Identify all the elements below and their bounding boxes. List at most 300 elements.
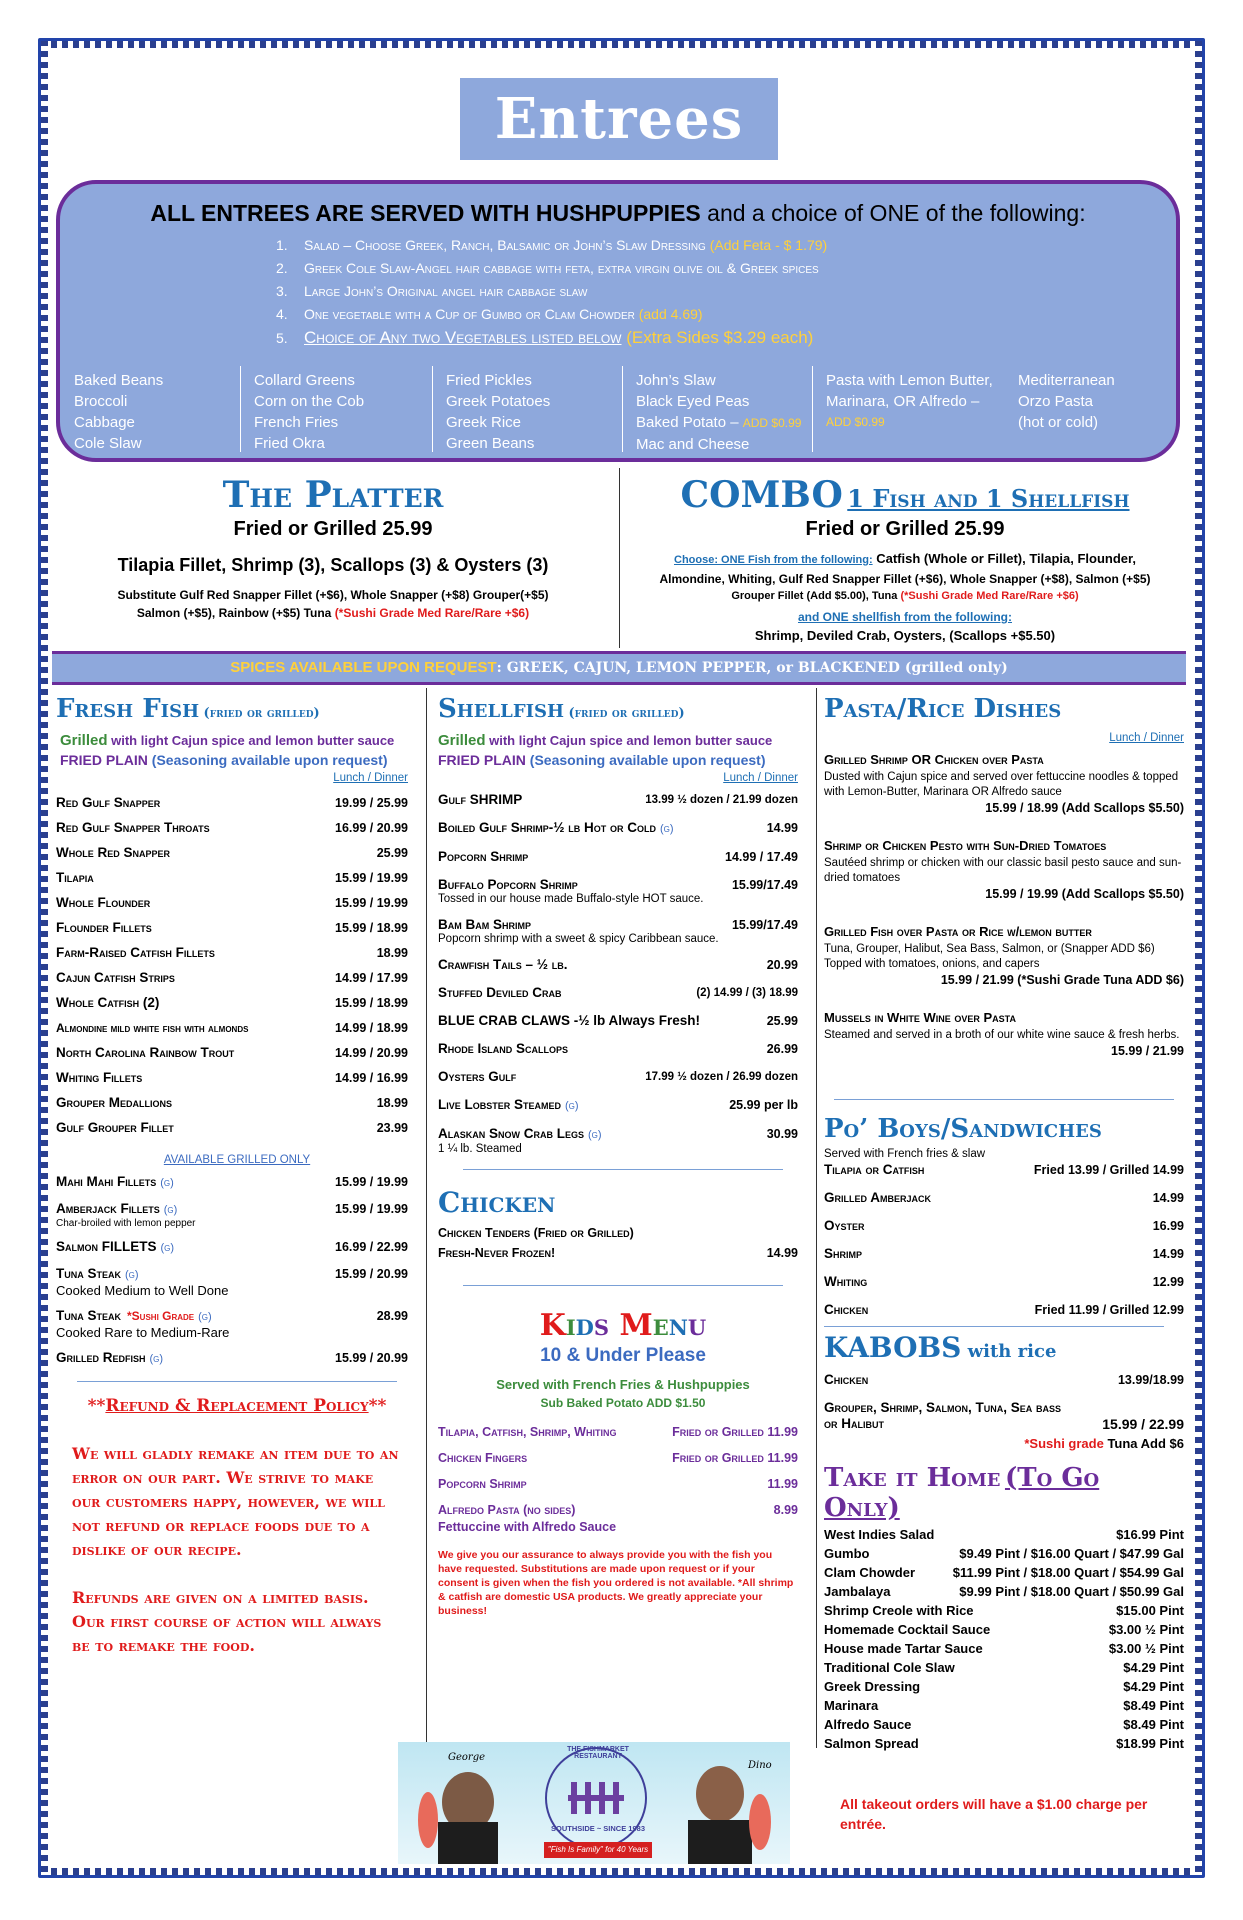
shellfish-row bbox=[438, 957, 798, 973]
shellfish-item bbox=[438, 1069, 798, 1085]
kids-title-letter: i bbox=[565, 1308, 576, 1343]
shellfish-desc: 1 ¼ lb. Steamed bbox=[438, 1143, 522, 1155]
takehome-name: Alfredo Sauce bbox=[824, 1717, 912, 1732]
grilled-name-text: Salmon FILLETS bbox=[56, 1239, 157, 1254]
grilled-list bbox=[56, 1174, 418, 1367]
shellfish-price: 14.99 bbox=[766, 821, 798, 835]
fish-column bbox=[56, 688, 418, 1748]
shellfish-price: 17.99 ½ dozen / 26.99 dozen bbox=[645, 1071, 798, 1083]
grilled-name bbox=[56, 1174, 174, 1191]
fish-item bbox=[56, 995, 408, 1011]
veg-col-3 bbox=[446, 370, 550, 454]
veg-item: Greek Potatoes bbox=[446, 393, 551, 410]
shellfish-name-text: Stuffed Deviled Crab bbox=[438, 985, 562, 1000]
grilled-g: (g) bbox=[125, 1269, 139, 1281]
fish-price: 15.99 / 18.99 bbox=[335, 996, 408, 1010]
kabob-note: *Sushi grade Tuna Add $6 bbox=[1024, 1436, 1184, 1451]
grilled-price: 15.99 / 20.99 bbox=[335, 1267, 408, 1281]
person-icon bbox=[688, 1820, 752, 1864]
shellfish-row bbox=[438, 1126, 798, 1143]
side-option-text: Choice of Any two Vegetables listed below bbox=[304, 328, 622, 347]
side-option-num: 5. bbox=[276, 330, 288, 346]
banner-name-right: Dino bbox=[748, 1760, 772, 1771]
takehome-price: $4.29 Pint bbox=[1123, 1679, 1184, 1694]
poboys-sub: Served with French fries & slaw bbox=[824, 1148, 986, 1160]
pasta-column bbox=[824, 688, 1184, 1832]
restaurant-banner bbox=[398, 1742, 790, 1864]
grilled-price: 16.99 / 22.99 bbox=[335, 1240, 408, 1254]
grilled-item bbox=[56, 1266, 408, 1298]
pasta-item bbox=[824, 838, 1184, 902]
side-option-text: One vegetable with a Cup of Gumbo or Clam Chowder bbox=[304, 306, 639, 322]
shellfish-item bbox=[438, 985, 798, 1001]
shellfish-g: (g) bbox=[565, 1100, 579, 1112]
takehome-price: $8.49 Pint bbox=[1123, 1717, 1184, 1732]
shellfish-item bbox=[438, 1041, 798, 1057]
fish-price: 15.99 / 19.99 bbox=[335, 871, 408, 885]
side-option bbox=[276, 303, 827, 326]
shellfish-name bbox=[438, 1126, 602, 1143]
assurance-note: We give you our assurance to always provide you with the fish you have requested. Substitutions are made upon request or if your consent is given when the fish you ordered is not available. *All shrimp & catfish are domestic USA products. We greatly appreciate your business! bbox=[438, 1549, 794, 1617]
pasta-name: Grilled Fish over Pasta or Rice w/lemon butter bbox=[824, 924, 1092, 939]
grilled-desc: Cooked Rare to Medium-Rare bbox=[56, 1325, 230, 1340]
shellfish-list bbox=[438, 792, 808, 1155]
shellfish-name bbox=[438, 877, 578, 893]
grilled-name-text: Tuna Steak bbox=[56, 1308, 121, 1323]
kids-title-letter: u bbox=[687, 1308, 707, 1343]
grilled-g: (g) bbox=[160, 1242, 175, 1254]
takehome-name: Clam Chowder bbox=[824, 1565, 916, 1580]
veg-item: Mediterranean bbox=[1018, 372, 1115, 389]
platter-title: The Platter bbox=[222, 474, 444, 516]
pasta-name: Grilled Shrimp OR Chicken over Pasta bbox=[824, 752, 1044, 767]
shellfish-name-text: Gulf SHRIMP bbox=[438, 792, 523, 807]
platter-sub: Salmon (+$5), Rainbow (+$5) Tuna (*Sushi Grade Med Rare/Rare +$6) bbox=[136, 606, 530, 620]
veg-item: (hot or cold) bbox=[1018, 414, 1099, 431]
takehome-price: $8.49 Pint bbox=[1123, 1698, 1184, 1713]
pasta-title: Pasta/Rice Dishes bbox=[824, 694, 1062, 724]
grilled-row bbox=[56, 1308, 408, 1325]
pasta-item bbox=[824, 1010, 1184, 1059]
fish-item bbox=[56, 1095, 408, 1111]
kids-title-letter: n bbox=[668, 1308, 688, 1343]
poboy-name: Tilapia or Catfish bbox=[824, 1162, 925, 1177]
grilled-item bbox=[56, 1350, 408, 1367]
fish-name: Flounder Fillets bbox=[56, 920, 152, 935]
takehome-price: $3.00 ½ Pint bbox=[1108, 1622, 1184, 1637]
chicken-item: Fresh-Never Frozen! bbox=[438, 1246, 556, 1260]
kids-name: Alfredo Pasta (no sides) bbox=[438, 1503, 576, 1517]
fish-price: 23.99 bbox=[376, 1121, 408, 1135]
shellfish-name bbox=[438, 917, 531, 933]
kids-price: 8.99 bbox=[773, 1503, 798, 1517]
poboy-price: 12.99 bbox=[1152, 1275, 1184, 1289]
shellfish-g: (g) bbox=[660, 823, 674, 835]
combo-shell-label: and ONE shellfish from the following: bbox=[797, 610, 1012, 624]
side-option-text: Greek Cole Slaw-Angel hair cabbage with feta, extra virgin olive oil & Greek spices bbox=[304, 260, 819, 276]
fish-item bbox=[56, 1020, 408, 1036]
takehome-name: House made Tartar Sauce bbox=[824, 1641, 983, 1656]
veg-item: Greek Rice bbox=[446, 414, 522, 431]
veg-divider bbox=[812, 366, 813, 452]
fish-name: Red Gulf Snapper Throats bbox=[56, 820, 210, 835]
shellfish-fried-note: FRIED PLAIN (Seasoning available upon request) bbox=[438, 752, 766, 768]
takehome-item bbox=[824, 1660, 1184, 1676]
shellfish-item bbox=[438, 917, 798, 945]
takehome-name: Salmon Spread bbox=[824, 1736, 919, 1751]
shellfish-price: 15.99/17.49 bbox=[731, 878, 798, 892]
pasta-list bbox=[824, 752, 1184, 1059]
shellfish-name-text: Rhode Island Scallops bbox=[438, 1041, 569, 1056]
policy-title: **Refund & Replacement Policy** bbox=[87, 1396, 387, 1416]
page-title: Entrees bbox=[460, 78, 778, 160]
grilled-name bbox=[56, 1350, 163, 1367]
fish-name: Whole Red Snapper bbox=[56, 845, 171, 860]
side-option-num: 1. bbox=[276, 237, 288, 253]
side-option-extra: (Add Feta - $ 1.79) bbox=[709, 237, 828, 253]
shellfish-name bbox=[438, 1041, 568, 1057]
poboy-item bbox=[824, 1274, 1184, 1290]
grilled-name-text: Mahi Mahi Fillets bbox=[56, 1174, 157, 1189]
fish-item bbox=[56, 1070, 408, 1086]
fish-item bbox=[56, 970, 408, 986]
poboy-item bbox=[824, 1302, 1184, 1318]
grilled-row bbox=[56, 1201, 408, 1218]
kids-name: Popcorn Shrimp bbox=[438, 1477, 527, 1491]
shellfish-price: 15.99/17.49 bbox=[731, 918, 798, 932]
shellfish-grilled-note: Grilled with light Cajun spice and lemon butter sauce bbox=[438, 732, 773, 749]
fish-grilled-note: Grilled with light Cajun spice and lemon butter sauce bbox=[60, 732, 395, 749]
grilled-row bbox=[56, 1239, 408, 1256]
takeout-note: All takeout orders will have a $1.00 charge per entrée. bbox=[840, 1796, 1148, 1832]
takehome-item bbox=[824, 1546, 1184, 1562]
kids-under: 10 & Under Please bbox=[540, 1345, 706, 1366]
fish-price: 14.99 / 18.99 bbox=[335, 1021, 408, 1035]
takehome-price: $15.00 Pint bbox=[1116, 1603, 1184, 1618]
fish-price: 14.99 / 20.99 bbox=[335, 1046, 408, 1060]
shellfish-name-text: BLUE CRAB CLAWS -½ lb Always Fresh! bbox=[438, 1013, 701, 1028]
poboy-item bbox=[824, 1218, 1184, 1234]
grilled-row bbox=[56, 1174, 408, 1191]
shellfish-name-text: Alaskan Snow Crab Legs bbox=[438, 1126, 584, 1141]
veg-item: Cabbage bbox=[74, 414, 135, 431]
grilled-only-label: AVAILABLE GRILLED ONLY bbox=[163, 1154, 311, 1166]
column-divider bbox=[816, 688, 817, 1748]
fish-price: 25.99 bbox=[376, 846, 408, 860]
side-option bbox=[276, 234, 827, 257]
grilled-name bbox=[56, 1308, 212, 1325]
platter-divider bbox=[619, 468, 620, 648]
grilled-item bbox=[56, 1201, 408, 1229]
takehome-price: $4.29 Pint bbox=[1123, 1660, 1184, 1675]
side-option bbox=[276, 257, 827, 280]
shellfish-price: 13.99 ½ dozen / 21.99 dozen bbox=[645, 794, 798, 806]
pasta-item bbox=[824, 752, 1184, 816]
platter-price: Fried or Grilled 25.99 bbox=[233, 518, 433, 540]
fish-price: 14.99 / 16.99 bbox=[335, 1071, 408, 1085]
poboy-name: Shrimp bbox=[824, 1246, 863, 1261]
fish-logo-icon bbox=[568, 1782, 624, 1814]
takehome-item bbox=[824, 1641, 1184, 1657]
fish-price: 16.99 / 20.99 bbox=[335, 821, 408, 835]
shellfish-row bbox=[438, 1097, 798, 1114]
combo-section bbox=[622, 468, 1188, 648]
shellfish-name bbox=[438, 792, 522, 808]
fish-price: 18.99 bbox=[376, 946, 408, 960]
grilled-desc: Cooked Medium to Well Done bbox=[56, 1283, 229, 1298]
fish-price: 14.99 / 17.99 bbox=[335, 971, 408, 985]
veg-col-1 bbox=[74, 370, 163, 454]
fish-price: 15.99 / 19.99 bbox=[335, 896, 408, 910]
veg-item: Baked Beans bbox=[74, 372, 164, 389]
grilled-name-text: Amberjack Fillets bbox=[56, 1201, 160, 1216]
shellfish-title: Shellfish (fried or grilled) bbox=[438, 694, 685, 724]
kids-title-letter: M bbox=[619, 1308, 653, 1343]
takehome-item bbox=[824, 1736, 1184, 1752]
fish-item bbox=[56, 870, 408, 886]
poboys-title: Po’ Boys/Sandwiches bbox=[824, 1114, 1102, 1144]
takehome-price: $16.99 Pint bbox=[1116, 1527, 1184, 1542]
fish-name: Whiting Fillets bbox=[56, 1070, 143, 1085]
takehome-title: Take it Home (To Go Only) bbox=[824, 1463, 1100, 1523]
kids-title-letter: e bbox=[652, 1308, 669, 1343]
kabob-price: 15.99 / 22.99 bbox=[1102, 1416, 1184, 1432]
person-icon bbox=[438, 1822, 498, 1864]
poboy-price: Fried 13.99 / Grilled 14.99 bbox=[1033, 1163, 1184, 1177]
shellfish-item bbox=[438, 1097, 798, 1114]
shellfish-g: (g) bbox=[588, 1129, 602, 1141]
grilled-price: 15.99 / 20.99 bbox=[335, 1351, 408, 1365]
fish-title: Fresh Fish (fried or grilled) bbox=[56, 694, 320, 724]
poboy-item bbox=[824, 1162, 1184, 1178]
kids-title bbox=[438, 1308, 808, 1343]
shellfish-item bbox=[438, 957, 798, 973]
sides-options bbox=[276, 234, 827, 350]
fish-name: Cajun Catfish Strips bbox=[56, 970, 175, 985]
pasta-price: 15.99 / 19.99 (Add Scallops $5.50) bbox=[985, 887, 1184, 901]
kids-item bbox=[438, 1476, 798, 1492]
shellfish-item bbox=[438, 1013, 798, 1029]
combo-line: Grouper Fillet (Add $5.00), Tuna (*Sushi Grade Med Rare/Rare +$6) bbox=[731, 590, 1079, 602]
takehome-price: $3.00 ½ Pint bbox=[1108, 1641, 1184, 1656]
shellfish-price: 26.99 bbox=[766, 1042, 798, 1056]
grilled-desc: Char-broiled with lemon pepper bbox=[56, 1218, 196, 1229]
grilled-name-text: Grilled Redfish bbox=[56, 1350, 146, 1365]
fish-name: North Carolina Rainbow Trout bbox=[56, 1045, 235, 1060]
fish-item bbox=[56, 795, 408, 811]
shellfish-desc: Tossed in our house made Buffalo-style HOT sauce. bbox=[438, 893, 704, 905]
fish-item bbox=[56, 820, 408, 836]
fish-price: 18.99 bbox=[376, 1096, 408, 1110]
pasta-desc: Tuna, Grouper, Halibut, Sea Bass, Salmon, or (Snapper ADD $6) Topped with tomatoes, onions, and capers bbox=[824, 943, 1155, 970]
shellfish-row bbox=[438, 792, 798, 808]
poboys-list bbox=[824, 1162, 1184, 1318]
side-option-num: 2. bbox=[276, 260, 288, 276]
grilled-g: (g) bbox=[163, 1204, 178, 1216]
takehome-name: Traditional Cole Slaw bbox=[824, 1660, 955, 1675]
shellfish-item bbox=[438, 877, 798, 905]
combo-price: Fried or Grilled 25.99 bbox=[805, 518, 1005, 540]
combo-line: Almondine, Whiting, Gulf Red Snapper Fillet (+$6), Whole Snapper (+$8), Salmon (+$5) bbox=[659, 572, 1151, 586]
shellfish-price: 25.99 bbox=[766, 1014, 798, 1028]
takehome-price: $9.99 Pint / $18.00 Quart / $50.99 Gal bbox=[959, 1584, 1184, 1599]
shellfish-row bbox=[438, 917, 798, 933]
kids-title-letter: K bbox=[539, 1308, 566, 1343]
shellfish-name-text: Bam Bam Shrimp bbox=[438, 917, 531, 932]
shellfish-item bbox=[438, 1126, 798, 1155]
shellfish-row bbox=[438, 849, 798, 865]
kabob-item: Grouper, Shrimp, Salmon, Tuna, Sea bass or Halibut bbox=[824, 1400, 1062, 1431]
grilled-item bbox=[56, 1174, 408, 1191]
fish-item bbox=[56, 1045, 408, 1061]
fish-item bbox=[56, 920, 408, 936]
combo-shell-text: Shrimp, Deviled Crab, Oysters, (Scallops +$5.50) bbox=[754, 628, 1056, 643]
shellfish-name bbox=[438, 1069, 516, 1085]
kids-name: Tilapia, Catfish, Shrimp, Whiting bbox=[438, 1425, 617, 1439]
shellfish-name bbox=[438, 1013, 700, 1029]
takehome-name: Gumbo bbox=[824, 1546, 870, 1561]
takehome-name: West Indies Salad bbox=[824, 1527, 935, 1542]
poboy-name: Chicken bbox=[824, 1302, 869, 1317]
grilled-item bbox=[56, 1239, 408, 1256]
fish-name: Red Gulf Snapper bbox=[56, 795, 161, 810]
shellfish-price: 30.99 bbox=[766, 1127, 798, 1141]
fish-name: Whole Catfish (2) bbox=[56, 995, 160, 1010]
fish-item bbox=[56, 845, 408, 861]
takehome-item bbox=[824, 1603, 1184, 1619]
kids-title-letter: s bbox=[593, 1308, 610, 1343]
grilled-item bbox=[56, 1308, 408, 1340]
takehome-item bbox=[824, 1565, 1184, 1581]
kids-item bbox=[438, 1502, 798, 1518]
veg-divider bbox=[240, 366, 241, 452]
banner-since: SOUTHSIDE ~ SINCE 1983 bbox=[551, 1824, 645, 1833]
veg-col-4: John’s Slaw Black Eyed Peas Baked Potato – ADD $0.99 Mac and Cheese bbox=[636, 372, 802, 453]
kabob-item: Chicken bbox=[824, 1372, 869, 1387]
takehome-item bbox=[824, 1527, 1184, 1543]
fish-list bbox=[56, 795, 418, 1136]
pasta-desc: Sautéed shrimp or chicken with our classic basil pesto sauce and sun-dried tomatoes bbox=[824, 857, 1182, 884]
shellfish-name bbox=[438, 957, 568, 973]
grilled-row bbox=[56, 1266, 408, 1283]
shellfish-row bbox=[438, 877, 798, 893]
takehome-name: Marinara bbox=[824, 1698, 879, 1713]
grilled-price: 15.99 / 19.99 bbox=[335, 1175, 408, 1189]
kids-served: Served with French Fries & Hushpuppies bbox=[496, 1377, 750, 1392]
kids-title-letter: d bbox=[575, 1308, 594, 1343]
side-option-text: Salad – Choose Greek, Ranch, Balsamic or John’s Slaw Dressing bbox=[304, 237, 710, 253]
takehome-item bbox=[824, 1584, 1184, 1600]
sides-panel bbox=[56, 180, 1180, 462]
kids-sub: Sub Baked Potato ADD $1.50 bbox=[540, 1396, 706, 1410]
kids-price: Fried or Grilled 11.99 bbox=[672, 1451, 798, 1465]
takehome-name: Greek Dressing bbox=[824, 1679, 921, 1694]
banner-tagline: "Fish Is Family" for 40 Years bbox=[544, 1842, 652, 1858]
policy-text: We will gladly remake an item due to an error on our part. We strive to make our customers happy, however, we will not refund or replace foods due to a dislike of our recipe. bbox=[72, 1444, 399, 1559]
policy-text: Refunds are given on a limited basis. Our first course of action will always be to remake the food. bbox=[72, 1588, 382, 1655]
shellfish-name bbox=[438, 985, 562, 1001]
platter-section bbox=[48, 468, 618, 648]
kids-item bbox=[438, 1450, 798, 1466]
poboy-price: 16.99 bbox=[1152, 1219, 1184, 1233]
fish-name: Gulf Grouper Fillet bbox=[56, 1120, 174, 1135]
shellfish-name-text: Buffalo Popcorn Shrimp bbox=[438, 877, 578, 892]
shellfish-price: 14.99 / 17.49 bbox=[725, 850, 798, 864]
sushi-note: *Sushi Grade bbox=[127, 1309, 195, 1323]
shellfish-row bbox=[438, 1013, 798, 1029]
side-option-extra: (add 4.69) bbox=[638, 306, 703, 322]
veg-item: Fried Pickles bbox=[446, 372, 532, 389]
kabob-price: 13.99/18.99 bbox=[1117, 1373, 1184, 1387]
banner-name-left: George bbox=[448, 1752, 486, 1763]
takehome-list bbox=[824, 1527, 1184, 1752]
side-option-num: 3. bbox=[276, 283, 288, 299]
pasta-name: Shrimp or Chicken Pesto with Sun-Dried Tomatoes bbox=[824, 838, 1107, 853]
shellfish-row bbox=[438, 1041, 798, 1057]
kids-fettuccine: Fettuccine with Alfredo Sauce bbox=[438, 1520, 617, 1534]
poboy-price: Fried 11.99 / Grilled 12.99 bbox=[1034, 1303, 1184, 1317]
veg-item: Cole Slaw bbox=[74, 435, 142, 452]
poboy-price: 14.99 bbox=[1152, 1247, 1184, 1261]
veg-item: French Fries bbox=[254, 414, 339, 431]
fish-item bbox=[56, 1120, 408, 1136]
kids-item bbox=[438, 1424, 798, 1440]
pasta-price: 15.99 / 21.99 (*Sushi Grade Tuna ADD $6) bbox=[940, 973, 1184, 987]
grilled-g: (g) bbox=[149, 1353, 164, 1365]
poboy-name: Oyster bbox=[824, 1218, 865, 1233]
veg-col-2 bbox=[254, 370, 364, 454]
fish-item bbox=[56, 895, 408, 911]
shellfish-name-text: Live Lobster Steamed bbox=[438, 1097, 562, 1112]
banner-restaurant-name: THE FISHMARKET RESTAURANT bbox=[567, 1746, 629, 1760]
chicken-item: Chicken Tenders (Fried or Grilled) bbox=[438, 1226, 634, 1240]
side-option-text: Large John’s Original angel hair cabbage slaw bbox=[304, 283, 588, 299]
kids-list bbox=[438, 1424, 808, 1518]
shellfish-name-text: Popcorn Shrimp bbox=[438, 849, 529, 864]
kids-price: Fried or Grilled 11.99 bbox=[672, 1425, 798, 1439]
poboy-name: Whiting bbox=[824, 1274, 868, 1289]
platter-items: Tilapia Fillet, Shrimp (3), Scallops (3) & Oysters (3) bbox=[117, 555, 549, 575]
kids-price: 11.99 bbox=[767, 1477, 798, 1491]
platter-sub: Substitute Gulf Red Snapper Fillet (+$6), Whole Snapper (+$8) Grouper(+$5) bbox=[117, 588, 549, 602]
fish-lunch-dinner: Lunch / Dinner bbox=[333, 772, 408, 784]
veg-item: Corn on the Cob bbox=[254, 393, 365, 410]
veg-divider bbox=[432, 366, 433, 452]
shellfish-lunch-dinner: Lunch / Dinner bbox=[723, 772, 798, 784]
grilled-row bbox=[56, 1350, 408, 1367]
shellfish-row bbox=[438, 820, 798, 837]
fish-name: Whole Flounder bbox=[56, 895, 151, 910]
pasta-desc: Dusted with Cajun spice and served over fettuccine noodles & topped with Lemon-Butter, Marinara OR Alfredo sauce bbox=[824, 771, 1179, 798]
shellfish-column bbox=[438, 688, 808, 1748]
pasta-price: 15.99 / 18.99 (Add Scallops $5.50) bbox=[985, 801, 1184, 815]
shellfish-row bbox=[438, 1069, 798, 1085]
grilled-name bbox=[56, 1201, 177, 1218]
column-divider bbox=[426, 688, 427, 1748]
shellfish-name bbox=[438, 820, 674, 837]
fish-name: Tilapia bbox=[56, 870, 94, 885]
takehome-name: Homemade Cocktail Sauce bbox=[824, 1622, 991, 1637]
shellfish-price: 20.99 bbox=[766, 958, 798, 972]
takehome-item bbox=[824, 1698, 1184, 1714]
takehome-item bbox=[824, 1717, 1184, 1733]
takehome-price: $11.99 Pint / $18.00 Quart / $54.99 Gal bbox=[952, 1565, 1184, 1580]
pasta-item bbox=[824, 924, 1184, 988]
veg-col-6 bbox=[1018, 370, 1115, 433]
grilled-name bbox=[56, 1266, 139, 1283]
kids-name: Chicken Fingers bbox=[438, 1451, 528, 1465]
fish-fried-note: FRIED PLAIN (Seasoning available upon request) bbox=[60, 752, 388, 768]
